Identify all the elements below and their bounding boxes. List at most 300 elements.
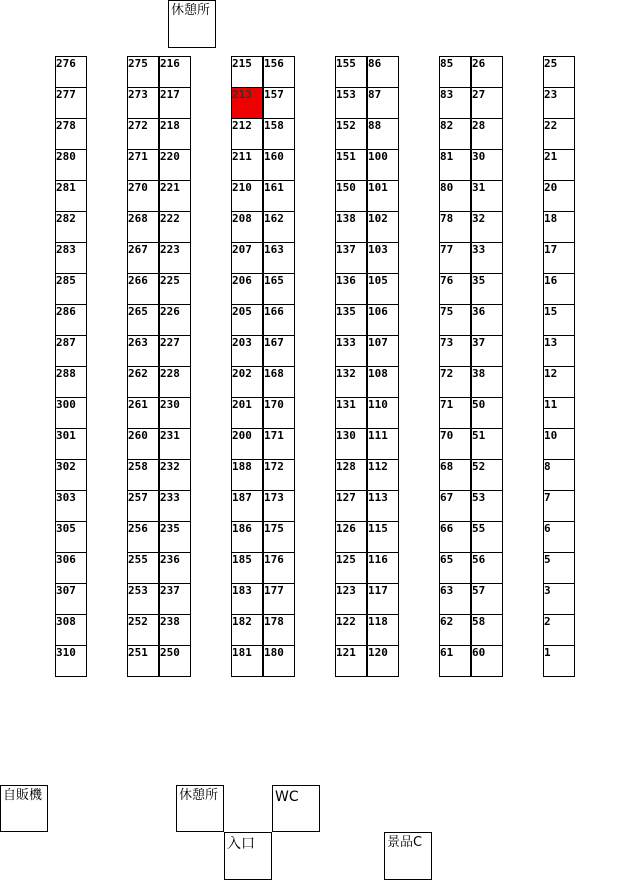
seat-131[interactable] [335, 397, 367, 429]
seat-71[interactable] [439, 397, 471, 429]
seat-5[interactable] [543, 552, 575, 584]
seat-201[interactable] [231, 397, 263, 429]
seat-151[interactable] [335, 149, 367, 181]
seat-112[interactable] [367, 459, 399, 491]
seat-number: 222 [160, 212, 180, 225]
seat-186[interactable] [231, 521, 263, 553]
seat-108[interactable] [367, 366, 399, 398]
seat-number: 270 [128, 181, 148, 194]
seat-178[interactable] [263, 614, 295, 646]
seat-61[interactable] [439, 645, 471, 677]
seat-105[interactable] [367, 273, 399, 305]
seat-number: 66 [440, 522, 454, 535]
seat-number: 28 [472, 119, 486, 132]
seat-281[interactable] [55, 180, 87, 212]
seat-80[interactable] [439, 180, 471, 212]
seat-231[interactable] [159, 428, 191, 460]
seat-56[interactable] [471, 552, 503, 584]
seat-215[interactable] [231, 56, 263, 88]
seat-213[interactable] [231, 87, 263, 119]
vending-machine[interactable] [0, 785, 48, 832]
seat-113[interactable] [367, 490, 399, 522]
seat-258[interactable] [127, 459, 159, 491]
seat-number: 5 [544, 553, 551, 566]
seat-21[interactable] [543, 149, 575, 181]
seat-78[interactable] [439, 211, 471, 243]
seat-50[interactable] [471, 397, 503, 429]
seat-253[interactable] [127, 583, 159, 615]
seat-202[interactable] [231, 366, 263, 398]
seat-number: 300 [56, 398, 76, 411]
seat-262[interactable] [127, 366, 159, 398]
seat-number: 7 [544, 491, 551, 504]
seat-number: 72 [440, 367, 454, 380]
seat-3[interactable] [543, 583, 575, 615]
seat-180[interactable] [263, 645, 295, 677]
seat-130[interactable] [335, 428, 367, 460]
seat-167[interactable] [263, 335, 295, 367]
seat-152[interactable] [335, 118, 367, 150]
seat-300[interactable] [55, 397, 87, 429]
seat-26[interactable] [471, 56, 503, 88]
seat-number: 25 [544, 57, 558, 70]
seat-number: 36 [472, 305, 486, 318]
seat-208[interactable] [231, 211, 263, 243]
seat-122[interactable] [335, 614, 367, 646]
seat-136[interactable] [335, 273, 367, 305]
seat-255[interactable] [127, 552, 159, 584]
seat-86[interactable] [367, 56, 399, 88]
seat-number: 186 [232, 522, 252, 535]
seat-number: 253 [128, 584, 148, 597]
seat-161[interactable] [263, 180, 295, 212]
seat-number: 265 [128, 305, 148, 318]
seat-165[interactable] [263, 273, 295, 305]
rest-area-top[interactable] [168, 0, 216, 48]
seat-225[interactable] [159, 273, 191, 305]
seat-175[interactable] [263, 521, 295, 553]
seat-251[interactable] [127, 645, 159, 677]
seat-263[interactable] [127, 335, 159, 367]
seat-57[interactable] [471, 583, 503, 615]
prize-counter-c[interactable] [384, 832, 432, 880]
seat-283[interactable] [55, 242, 87, 274]
seat-278[interactable] [55, 118, 87, 150]
seat-268[interactable] [127, 211, 159, 243]
seat-number: 117 [368, 584, 388, 597]
seat-31[interactable] [471, 180, 503, 212]
seat-257[interactable] [127, 490, 159, 522]
seat-number: 57 [472, 584, 486, 597]
seat-column [127, 56, 159, 676]
seat-62[interactable] [439, 614, 471, 646]
seat-137[interactable] [335, 242, 367, 274]
seat-number: 123 [336, 584, 356, 597]
seat-210[interactable] [231, 180, 263, 212]
seat-218[interactable] [159, 118, 191, 150]
seat-33[interactable] [471, 242, 503, 274]
seat-282[interactable] [55, 211, 87, 243]
entrance[interactable] [224, 832, 272, 880]
seat-number: 181 [232, 646, 252, 659]
seat-216[interactable] [159, 56, 191, 88]
seat-number: 226 [160, 305, 180, 318]
seat-226[interactable] [159, 304, 191, 336]
seat-number: 135 [336, 305, 356, 318]
seat-236[interactable] [159, 552, 191, 584]
seat-110[interactable] [367, 397, 399, 429]
seat-11[interactable] [543, 397, 575, 429]
seat-27[interactable] [471, 87, 503, 119]
seat-82[interactable] [439, 118, 471, 150]
seat-200[interactable] [231, 428, 263, 460]
seat-81[interactable] [439, 149, 471, 181]
seat-number: 216 [160, 57, 180, 70]
seat-126[interactable] [335, 521, 367, 553]
seat-88[interactable] [367, 118, 399, 150]
seat-38[interactable] [471, 366, 503, 398]
seat-270[interactable] [127, 180, 159, 212]
seat-number: 171 [264, 429, 284, 442]
seat-number: 17 [544, 243, 558, 256]
seat-number: 80 [440, 181, 454, 194]
seat-30[interactable] [471, 149, 503, 181]
seat-number: 176 [264, 553, 284, 566]
seat-67[interactable] [439, 490, 471, 522]
seat-15[interactable] [543, 304, 575, 336]
seat-73[interactable] [439, 335, 471, 367]
seat-number: 210 [232, 181, 252, 194]
seat-20[interactable] [543, 180, 575, 212]
seat-number: 156 [264, 57, 284, 70]
seat-237[interactable] [159, 583, 191, 615]
seat-87[interactable] [367, 87, 399, 119]
seat-63[interactable] [439, 583, 471, 615]
seat-301[interactable] [55, 428, 87, 460]
seat-170[interactable] [263, 397, 295, 429]
seat-number: 127 [336, 491, 356, 504]
seat-111[interactable] [367, 428, 399, 460]
seat-number: 137 [336, 243, 356, 256]
seat-252[interactable] [127, 614, 159, 646]
seat-column [263, 56, 295, 676]
seat-150[interactable] [335, 180, 367, 212]
seat-number: 73 [440, 336, 454, 349]
seat-number: 228 [160, 367, 180, 380]
seat-277[interactable] [55, 87, 87, 119]
seat-68[interactable] [439, 459, 471, 491]
seat-65[interactable] [439, 552, 471, 584]
seat-number: 221 [160, 181, 180, 194]
seat-157[interactable] [263, 87, 295, 119]
seat-number: 75 [440, 305, 454, 318]
seat-127[interactable] [335, 490, 367, 522]
seat-6[interactable] [543, 521, 575, 553]
seat-177[interactable] [263, 583, 295, 615]
seat-17[interactable] [543, 242, 575, 274]
seat-107[interactable] [367, 335, 399, 367]
seat-number: 3 [544, 584, 551, 597]
seat-number: 21 [544, 150, 558, 163]
seat-12[interactable] [543, 366, 575, 398]
seat-220[interactable] [159, 149, 191, 181]
seat-100[interactable] [367, 149, 399, 181]
seat-number: 115 [368, 522, 388, 535]
seat-182[interactable] [231, 614, 263, 646]
seat-72[interactable] [439, 366, 471, 398]
seat-233[interactable] [159, 490, 191, 522]
seat-135[interactable] [335, 304, 367, 336]
seat-66[interactable] [439, 521, 471, 553]
seat-310[interactable] [55, 645, 87, 677]
seat-number: 151 [336, 150, 356, 163]
seat-number: 223 [160, 243, 180, 256]
seat-number: 131 [336, 398, 356, 411]
seat-272[interactable] [127, 118, 159, 150]
prize-counter-c-label: 景品C [387, 835, 423, 850]
seat-228[interactable] [159, 366, 191, 398]
seat-303[interactable] [55, 490, 87, 522]
seat-267[interactable] [127, 242, 159, 274]
seat-number: 200 [232, 429, 252, 442]
seat-number: 211 [232, 150, 252, 163]
seat-70[interactable] [439, 428, 471, 460]
seat-116[interactable] [367, 552, 399, 584]
seat-number: 37 [472, 336, 486, 349]
seat-102[interactable] [367, 211, 399, 243]
seat-number: 107 [368, 336, 388, 349]
seat-number: 11 [544, 398, 558, 411]
seat-number: 130 [336, 429, 356, 442]
seat-number: 203 [232, 336, 252, 349]
seat-51[interactable] [471, 428, 503, 460]
seat-230[interactable] [159, 397, 191, 429]
seat-number: 180 [264, 646, 284, 659]
seat-column [439, 56, 471, 676]
seat-32[interactable] [471, 211, 503, 243]
seat-53[interactable] [471, 490, 503, 522]
seat-number: 110 [368, 398, 388, 411]
seat-number: 81 [440, 150, 454, 163]
seat-256[interactable] [127, 521, 159, 553]
seat-number: 303 [56, 491, 76, 504]
seat-205[interactable] [231, 304, 263, 336]
seat-58[interactable] [471, 614, 503, 646]
seat-52[interactable] [471, 459, 503, 491]
seat-number: 163 [264, 243, 284, 256]
seat-285[interactable] [55, 273, 87, 305]
seat-117[interactable] [367, 583, 399, 615]
seat-number: 225 [160, 274, 180, 287]
seat-227[interactable] [159, 335, 191, 367]
seat-number: 51 [472, 429, 486, 442]
seat-206[interactable] [231, 273, 263, 305]
seat-103[interactable] [367, 242, 399, 274]
seat-280[interactable] [55, 149, 87, 181]
seat-203[interactable] [231, 335, 263, 367]
seat-number: 175 [264, 522, 284, 535]
seat-number: 53 [472, 491, 486, 504]
restroom-wc[interactable] [272, 785, 320, 832]
seat-168[interactable] [263, 366, 295, 398]
seat-number: 118 [368, 615, 388, 628]
seat-7[interactable] [543, 490, 575, 522]
seat-83[interactable] [439, 87, 471, 119]
seat-176[interactable] [263, 552, 295, 584]
seat-162[interactable] [263, 211, 295, 243]
seat-number: 217 [160, 88, 180, 101]
seat-286[interactable] [55, 304, 87, 336]
seat-222[interactable] [159, 211, 191, 243]
seat-101[interactable] [367, 180, 399, 212]
seat-223[interactable] [159, 242, 191, 274]
seat-number: 305 [56, 522, 76, 535]
seat-37[interactable] [471, 335, 503, 367]
seat-187[interactable] [231, 490, 263, 522]
seat-115[interactable] [367, 521, 399, 553]
seat-number: 232 [160, 460, 180, 473]
seat-85[interactable] [439, 56, 471, 88]
seat-306[interactable] [55, 552, 87, 584]
seat-number: 103 [368, 243, 388, 256]
seat-133[interactable] [335, 335, 367, 367]
seat-number: 185 [232, 553, 252, 566]
seat-16[interactable] [543, 273, 575, 305]
seat-number: 281 [56, 181, 76, 194]
seat-25[interactable] [543, 56, 575, 88]
seat-138[interactable] [335, 211, 367, 243]
seat-number: 1 [544, 646, 551, 659]
seat-121[interactable] [335, 645, 367, 677]
seat-118[interactable] [367, 614, 399, 646]
seat-number: 112 [368, 460, 388, 473]
seat-number: 172 [264, 460, 284, 473]
seat-77[interactable] [439, 242, 471, 274]
seat-22[interactable] [543, 118, 575, 150]
seat-172[interactable] [263, 459, 295, 491]
seat-123[interactable] [335, 583, 367, 615]
seat-260[interactable] [127, 428, 159, 460]
seat-235[interactable] [159, 521, 191, 553]
seat-18[interactable] [543, 211, 575, 243]
rest-area-bottom[interactable] [176, 785, 224, 832]
seat-238[interactable] [159, 614, 191, 646]
seat-156[interactable] [263, 56, 295, 88]
seat-column [231, 56, 263, 676]
seat-55[interactable] [471, 521, 503, 553]
seat-232[interactable] [159, 459, 191, 491]
seat-276[interactable] [55, 56, 87, 88]
seat-75[interactable] [439, 304, 471, 336]
seat-125[interactable] [335, 552, 367, 584]
seat-13[interactable] [543, 335, 575, 367]
seat-153[interactable] [335, 87, 367, 119]
seat-number: 183 [232, 584, 252, 597]
seat-120[interactable] [367, 645, 399, 677]
seat-number: 23 [544, 88, 558, 101]
seat-266[interactable] [127, 273, 159, 305]
seat-number: 61 [440, 646, 454, 659]
seat-column [159, 56, 191, 676]
seat-163[interactable] [263, 242, 295, 274]
seat-60[interactable] [471, 645, 503, 677]
seat-76[interactable] [439, 273, 471, 305]
seat-305[interactable] [55, 521, 87, 553]
seat-265[interactable] [127, 304, 159, 336]
seat-28[interactable] [471, 118, 503, 150]
seat-211[interactable] [231, 149, 263, 181]
seat-23[interactable] [543, 87, 575, 119]
seat-number: 238 [160, 615, 180, 628]
seat-217[interactable] [159, 87, 191, 119]
seat-number: 235 [160, 522, 180, 535]
seat-287[interactable] [55, 335, 87, 367]
seat-155[interactable] [335, 56, 367, 88]
seat-number: 251 [128, 646, 148, 659]
seat-181[interactable] [231, 645, 263, 677]
seat-8[interactable] [543, 459, 575, 491]
seat-273[interactable] [127, 87, 159, 119]
seat-207[interactable] [231, 242, 263, 274]
seat-10[interactable] [543, 428, 575, 460]
seat-number: 120 [368, 646, 388, 659]
seat-2[interactable] [543, 614, 575, 646]
seat-number: 187 [232, 491, 252, 504]
seat-158[interactable] [263, 118, 295, 150]
seat-number: 85 [440, 57, 454, 70]
seat-212[interactable] [231, 118, 263, 150]
seat-number: 182 [232, 615, 252, 628]
seat-number: 230 [160, 398, 180, 411]
seat-number: 132 [336, 367, 356, 380]
seat-302[interactable] [55, 459, 87, 491]
seat-number: 170 [264, 398, 284, 411]
seat-160[interactable] [263, 149, 295, 181]
seat-number: 20 [544, 181, 558, 194]
rest-area-bottom-label: 休憩所 [179, 788, 219, 803]
seat-132[interactable] [335, 366, 367, 398]
seat-188[interactable] [231, 459, 263, 491]
seat-36[interactable] [471, 304, 503, 336]
seat-275[interactable] [127, 56, 159, 88]
seat-250[interactable] [159, 645, 191, 677]
seat-183[interactable] [231, 583, 263, 615]
seat-number: 63 [440, 584, 454, 597]
seat-number: 285 [56, 274, 76, 287]
seat-166[interactable] [263, 304, 295, 336]
seat-171[interactable] [263, 428, 295, 460]
seat-261[interactable] [127, 397, 159, 429]
seat-307[interactable] [55, 583, 87, 615]
seat-35[interactable] [471, 273, 503, 305]
seat-number: 108 [368, 367, 388, 380]
seat-number: 113 [368, 491, 388, 504]
seat-308[interactable] [55, 614, 87, 646]
seat-106[interactable] [367, 304, 399, 336]
seat-number: 15 [544, 305, 558, 318]
seat-288[interactable] [55, 366, 87, 398]
seat-number: 286 [56, 305, 76, 318]
seat-number: 152 [336, 119, 356, 132]
seat-number: 267 [128, 243, 148, 256]
seat-173[interactable] [263, 490, 295, 522]
seat-221[interactable] [159, 180, 191, 212]
seat-128[interactable] [335, 459, 367, 491]
seat-185[interactable] [231, 552, 263, 584]
seat-1[interactable] [543, 645, 575, 677]
seat-number: 105 [368, 274, 388, 287]
seat-271[interactable] [127, 149, 159, 181]
